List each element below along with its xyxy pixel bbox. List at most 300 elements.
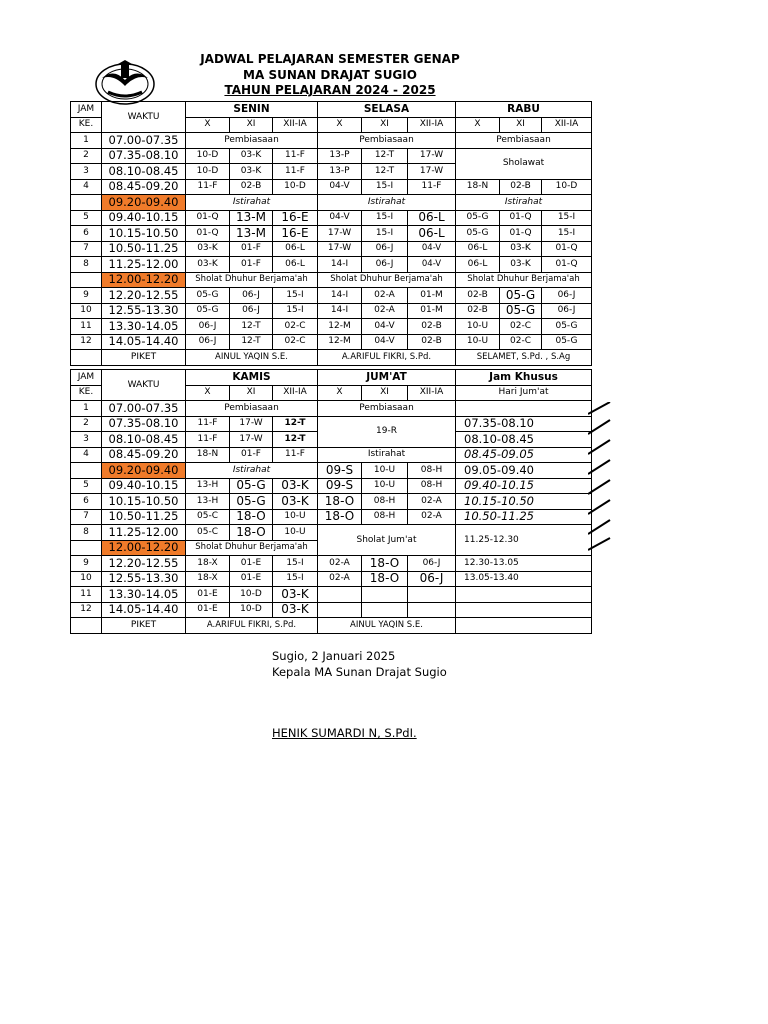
class-cell: 02-B	[408, 334, 456, 350]
class-cell: 11-F	[273, 447, 318, 463]
class-cell: 17-W	[230, 416, 273, 432]
time-slot: 07.00-07.35	[102, 133, 186, 149]
table-row	[71, 463, 592, 479]
istirahat-cell: Istirahat	[456, 195, 592, 211]
period-number: 6	[71, 494, 102, 510]
class-cell: 13-M	[230, 210, 273, 226]
class-cell: 06-L	[273, 257, 318, 273]
empty-cell	[318, 587, 362, 603]
table-row	[71, 133, 592, 149]
period-number: 3	[71, 432, 102, 448]
time-slot: 08.10-08.45	[102, 432, 186, 448]
class-cell: 16-E	[273, 226, 318, 242]
class-cell: 13-M	[230, 226, 273, 242]
class-cell: 15-I	[362, 226, 408, 242]
class-cell: 04-V	[318, 210, 362, 226]
class-cell: 01-Q	[186, 226, 230, 242]
class-cell: 10-U	[456, 319, 500, 335]
table-row	[71, 148, 592, 164]
sholawat-cell: Sholawat	[456, 148, 592, 179]
class-cell: 02-C	[273, 334, 318, 350]
time-slot: 11.25-12.00	[102, 525, 186, 541]
class-cell: 10-D	[186, 164, 230, 180]
empty-cell	[408, 587, 456, 603]
piket-row	[71, 618, 592, 634]
period-number: 4	[71, 179, 102, 195]
class-cell: 01-Q	[186, 210, 230, 226]
class-cell: 05-G	[186, 288, 230, 304]
period-number: 7	[71, 241, 102, 257]
table-row	[71, 195, 592, 211]
class-header: XII-IA	[408, 385, 456, 401]
period-number: 11	[71, 319, 102, 335]
class-cell: 17-W	[318, 241, 362, 257]
period-number: 10	[71, 303, 102, 319]
class-cell: 15-I	[273, 288, 318, 304]
time-slot-dhuhur: 12.00-12.20	[102, 272, 186, 288]
sholat-dhuhur-cell: Sholat Dhuhur Berjama'ah	[318, 272, 456, 288]
class-cell: 15-I	[542, 210, 592, 226]
period-number: 1	[71, 401, 102, 417]
class-cell: 06-J	[230, 303, 273, 319]
class-cell-19r: 19-R	[318, 416, 456, 447]
time-slot: 08.45-09.20	[102, 447, 186, 463]
class-cell: 10-D	[230, 587, 273, 603]
class-cell: 15-I	[273, 571, 318, 587]
class-cell: 01-F	[230, 447, 273, 463]
class-cell: 03-K	[186, 257, 230, 273]
time-slot-istirahat: 09.20-09.40	[102, 463, 186, 479]
class-cell: 10-U	[273, 509, 318, 525]
class-header: XI	[500, 117, 542, 133]
period-number: 8	[71, 257, 102, 273]
signatory-name: HENIK SUMARDI N, S.PdI.	[272, 726, 417, 740]
class-cell: 15-I	[362, 179, 408, 195]
pembiasaan-cell: Pembiasaan	[318, 401, 456, 417]
ke-header: KE.	[71, 117, 102, 133]
class-cell: 03-K	[500, 257, 542, 273]
sholat-dhuhur-cell: Sholat Dhuhur Berjama'ah	[186, 540, 318, 556]
piket-label: PIKET	[102, 618, 186, 634]
waktu-header: WAKTU	[102, 370, 186, 401]
table-row	[71, 288, 592, 304]
class-header: XI	[362, 117, 408, 133]
period-number: 2	[71, 416, 102, 432]
day-header-selasa: SELASA	[318, 102, 456, 118]
class-cell: 03-K	[230, 164, 273, 180]
jam-khusus-empty	[456, 602, 592, 618]
time-slot: 07.00-07.35	[102, 401, 186, 417]
footer-block	[272, 648, 447, 680]
class-cell: 02-A	[408, 509, 456, 525]
time-slot: 10.50-11.25	[102, 509, 186, 525]
class-cell: 02-B	[408, 319, 456, 335]
class-cell: 15-I	[542, 226, 592, 242]
class-cell: 17-W	[318, 226, 362, 242]
class-cell: 06-J	[542, 288, 592, 304]
period-number-empty	[71, 272, 102, 288]
class-cell: 09-S	[318, 478, 362, 494]
class-header: X	[186, 117, 230, 133]
jam-khusus-time: 12.30-13.05	[456, 556, 592, 572]
time-slot: 09.40-10.15	[102, 478, 186, 494]
time-slot: 12.20-12.55	[102, 556, 186, 572]
class-cell: 02-B	[500, 179, 542, 195]
ke-header: KE.	[71, 385, 102, 401]
empty-cell	[318, 602, 362, 618]
table-row	[71, 525, 592, 541]
piket-teacher: AINUL YAQIN S.E.	[186, 350, 318, 366]
table-row	[71, 401, 592, 417]
class-cell: 06-L	[273, 241, 318, 257]
time-slot: 08.45-09.20	[102, 179, 186, 195]
class-cell: 14-I	[318, 288, 362, 304]
time-slot: 13.30-14.05	[102, 319, 186, 335]
class-cell: 02-B	[456, 288, 500, 304]
table-row	[71, 602, 592, 618]
table-row	[71, 241, 592, 257]
class-cell: 01-Q	[500, 226, 542, 242]
class-cell: 01-E	[230, 556, 273, 572]
class-cell: 01-Q	[500, 210, 542, 226]
jam-khusus-time: 13.05-13.40	[456, 571, 592, 587]
sholat-dhuhur-cell: Sholat Dhuhur Berjama'ah	[186, 272, 318, 288]
jam-khusus-empty	[456, 587, 592, 603]
class-header: XI	[362, 385, 408, 401]
jam-khusus-time: 08.10-08.45	[456, 432, 592, 448]
time-slot: 09.40-10.15	[102, 210, 186, 226]
time-slot: 13.30-14.05	[102, 587, 186, 603]
period-number: 6	[71, 226, 102, 242]
class-cell: 06-L	[408, 210, 456, 226]
empty-cell	[408, 602, 456, 618]
class-cell: 13-H	[186, 494, 230, 510]
class-cell: 03-K	[500, 241, 542, 257]
class-cell: 18-O	[318, 509, 362, 525]
period-number: 9	[71, 288, 102, 304]
day-header-jumat: JUM'AT	[318, 370, 456, 386]
place-date: Sugio, 2 Januari 2025	[272, 649, 396, 663]
title-line-3: TAHUN PELAJARAN 2024 - 2025	[224, 83, 436, 97]
class-cell: 02-C	[500, 319, 542, 335]
class-cell: 05-C	[186, 509, 230, 525]
class-cell: 18-O	[362, 556, 408, 572]
piket-teacher: A.ARIFUL FIKRI, S.Pd.	[186, 618, 318, 634]
period-number-empty	[71, 350, 102, 366]
class-header: XI	[230, 385, 273, 401]
table-row	[71, 179, 592, 195]
time-slot: 07.35-08.10	[102, 416, 186, 432]
class-cell: 05-G	[186, 303, 230, 319]
class-cell: 15-I	[273, 303, 318, 319]
period-number: 11	[71, 587, 102, 603]
pembiasaan-cell: Pembiasaan	[456, 133, 592, 149]
table-row	[71, 334, 592, 350]
class-cell: 10-U	[273, 525, 318, 541]
class-cell: 02-A	[318, 571, 362, 587]
jam-header: JAM	[71, 102, 102, 118]
class-cell: 06-J	[362, 257, 408, 273]
period-number: 9	[71, 556, 102, 572]
class-cell: 11-F	[408, 179, 456, 195]
class-cell: 05-G	[230, 478, 273, 494]
jam-khusus-header: Jam Khusus	[456, 370, 592, 386]
class-cell: 05-G	[456, 210, 500, 226]
class-cell: 06-J	[362, 241, 408, 257]
class-cell: 04-V	[408, 257, 456, 273]
table-row	[71, 447, 592, 463]
class-cell: 06-J	[542, 303, 592, 319]
class-cell: 03-K	[273, 587, 318, 603]
class-cell: 01-E	[230, 571, 273, 587]
table-row	[71, 272, 592, 288]
table-row	[71, 319, 592, 335]
class-cell: 02-B	[230, 179, 273, 195]
class-cell: 18-O	[230, 525, 273, 541]
class-cell: 10-D	[230, 602, 273, 618]
class-cell: 18-N	[186, 447, 230, 463]
sholat-jumat-cell: Sholat Jum'at	[318, 525, 456, 556]
class-cell: 12-M	[318, 334, 362, 350]
class-cell: 13-P	[318, 164, 362, 180]
time-slot: 12.20-12.55	[102, 288, 186, 304]
class-cell: 12-T	[273, 432, 318, 448]
jam-khusus-time: 10.15-10.50	[456, 494, 592, 510]
period-number: 5	[71, 478, 102, 494]
class-cell: 03-K	[273, 478, 318, 494]
time-slot: 10.15-10.50	[102, 226, 186, 242]
title-line-1: JADWAL PELAJARAN SEMESTER GENAP	[200, 52, 460, 66]
time-slot: 12.55-13.30	[102, 571, 186, 587]
class-cell: 12-T	[362, 148, 408, 164]
jam-khusus-empty	[456, 401, 592, 417]
class-cell: 10-U	[362, 463, 408, 479]
class-cell: 17-W	[408, 164, 456, 180]
class-cell: 13-H	[186, 478, 230, 494]
class-cell: 03-K	[273, 602, 318, 618]
empty-cell	[362, 602, 408, 618]
class-cell: 10-D	[186, 148, 230, 164]
table-row	[71, 587, 592, 603]
class-header: X	[318, 385, 362, 401]
class-cell: 08-H	[408, 478, 456, 494]
class-cell: 01-E	[186, 587, 230, 603]
time-slot: 10.15-10.50	[102, 494, 186, 510]
jam-khusus-time: 09.05-09.40	[456, 463, 592, 479]
period-number-empty	[71, 195, 102, 211]
time-slot-dhuhur: 12.00-12.20	[102, 540, 186, 556]
waktu-header: WAKTU	[102, 102, 186, 133]
class-cell: 17-W	[230, 432, 273, 448]
class-cell: 12-T	[362, 164, 408, 180]
class-cell: 18-N	[456, 179, 500, 195]
piket-teacher: SELAMET, S.Pd. , S.Ag	[456, 350, 592, 366]
period-number: 2	[71, 148, 102, 164]
hari-jumat-header: Hari Jum'at	[456, 385, 592, 401]
class-cell: 02-C	[500, 334, 542, 350]
class-cell: 17-W	[408, 148, 456, 164]
class-cell: 04-V	[408, 241, 456, 257]
class-cell: 14-I	[318, 303, 362, 319]
piket-teacher: A.ARIFUL FIKRI, S.Pd.	[318, 350, 456, 366]
class-cell: 10-U	[362, 478, 408, 494]
pembiasaan-cell: Pembiasaan	[186, 133, 318, 149]
time-slot: 14.05-14.40	[102, 602, 186, 618]
jam-khusus-empty	[456, 618, 592, 634]
class-cell: 18-O	[318, 494, 362, 510]
class-cell: 11-F	[273, 164, 318, 180]
class-cell: 11-F	[186, 179, 230, 195]
class-cell: 01-M	[408, 288, 456, 304]
day-header-senin: SENIN	[186, 102, 318, 118]
istirahat-cell: Istirahat	[186, 195, 318, 211]
day-header-rabu: RABU	[456, 102, 592, 118]
istirahat-cell: Istirahat	[186, 463, 318, 479]
table-row	[71, 303, 592, 319]
jam-khusus-time: 09.40-10.15	[456, 478, 592, 494]
period-number: 10	[71, 571, 102, 587]
class-cell: 03-K	[230, 148, 273, 164]
school-crest-logo	[94, 60, 156, 106]
class-cell: 10-D	[273, 179, 318, 195]
table-row	[71, 478, 592, 494]
period-number: 12	[71, 334, 102, 350]
class-cell: 05-G	[500, 303, 542, 319]
time-slot: 12.55-13.30	[102, 303, 186, 319]
pembiasaan-cell: Pembiasaan	[186, 401, 318, 417]
piket-label: PIKET	[102, 350, 186, 366]
period-number: 3	[71, 164, 102, 180]
class-cell: 12-M	[318, 319, 362, 335]
class-cell: 02-B	[456, 303, 500, 319]
schedule-table-kamis-jumat	[70, 369, 592, 634]
period-number-empty	[71, 540, 102, 556]
class-cell: 08-H	[362, 509, 408, 525]
signatory-role: Kepala MA Sunan Drajat Sugio	[272, 665, 447, 679]
class-header: XI	[230, 117, 273, 133]
class-header: X	[318, 117, 362, 133]
table-row	[71, 571, 592, 587]
class-cell: 06-J	[408, 556, 456, 572]
time-slot-istirahat: 09.20-09.40	[102, 195, 186, 211]
period-number: 4	[71, 447, 102, 463]
class-cell: 11-F	[186, 432, 230, 448]
class-cell: 11-F	[186, 416, 230, 432]
class-header: XII-IA	[273, 385, 318, 401]
class-cell: 18-O	[362, 571, 408, 587]
class-cell: 05-C	[186, 525, 230, 541]
table-row	[71, 509, 592, 525]
class-cell: 05-G	[542, 334, 592, 350]
class-cell: 06-J	[186, 319, 230, 335]
class-cell: 01-M	[408, 303, 456, 319]
class-cell: 11-F	[273, 148, 318, 164]
hatch-marks-decoration	[588, 402, 612, 552]
period-number: 8	[71, 525, 102, 541]
table-row	[71, 416, 592, 432]
class-cell: 09-S	[318, 463, 362, 479]
class-cell: 01-Q	[542, 241, 592, 257]
day-header-kamis: KAMIS	[186, 370, 318, 386]
class-cell: 18-O	[230, 509, 273, 525]
class-cell: 06-J	[186, 334, 230, 350]
document-header	[170, 52, 490, 99]
class-cell: 08-H	[362, 494, 408, 510]
jam-khusus-time: 07.35-08.10	[456, 416, 592, 432]
piket-teacher: AINUL YAQIN S.E.	[318, 618, 456, 634]
table-row	[71, 210, 592, 226]
class-cell: 18-X	[186, 556, 230, 572]
piket-row	[71, 350, 592, 366]
class-cell: 12-T	[230, 319, 273, 335]
class-cell: 10-U	[456, 334, 500, 350]
jam-khusus-time: 08.45-09.05	[456, 447, 592, 463]
class-cell: 10-D	[542, 179, 592, 195]
class-header: X	[456, 117, 500, 133]
istirahat-cell: Istirahat	[318, 447, 456, 463]
title-line-2: MA SUNAN DRAJAT SUGIO	[243, 67, 417, 82]
jam-khusus-time: 11.25-12.30	[456, 525, 592, 556]
table-row	[71, 257, 592, 273]
class-cell: 02-A	[408, 494, 456, 510]
class-cell: 01-F	[230, 241, 273, 257]
class-cell: 05-G	[456, 226, 500, 242]
class-cell: 04-V	[362, 319, 408, 335]
class-cell: 04-V	[362, 334, 408, 350]
pembiasaan-cell: Pembiasaan	[318, 133, 456, 149]
class-cell: 02-A	[362, 288, 408, 304]
schedule-table-senin-rabu	[70, 101, 592, 366]
class-header: XII-IA	[408, 117, 456, 133]
class-cell: 01-F	[230, 257, 273, 273]
class-cell: 03-K	[186, 241, 230, 257]
time-slot: 07.35-08.10	[102, 148, 186, 164]
class-header: X	[186, 385, 230, 401]
time-slot: 08.10-08.45	[102, 164, 186, 180]
class-cell: 08-H	[408, 463, 456, 479]
period-number-empty	[71, 463, 102, 479]
class-cell: 06-L	[408, 226, 456, 242]
class-cell: 15-I	[362, 210, 408, 226]
time-slot: 14.05-14.40	[102, 334, 186, 350]
period-number: 7	[71, 509, 102, 525]
class-cell: 05-G	[542, 319, 592, 335]
class-cell: 06-J	[230, 288, 273, 304]
class-cell: 01-Q	[542, 257, 592, 273]
class-cell: 02-C	[273, 319, 318, 335]
period-number: 5	[71, 210, 102, 226]
class-cell: 12-T	[273, 416, 318, 432]
class-cell: 15-I	[273, 556, 318, 572]
jam-khusus-time: 10.50-11.25	[456, 509, 592, 525]
sholat-dhuhur-cell: Sholat Dhuhur Berjama'ah	[456, 272, 592, 288]
class-cell: 06-L	[456, 241, 500, 257]
table-row	[71, 494, 592, 510]
period-number: 1	[71, 133, 102, 149]
table-row	[71, 226, 592, 242]
jam-header: JAM	[71, 370, 102, 386]
class-cell: 06-J	[408, 571, 456, 587]
time-slot: 11.25-12.00	[102, 257, 186, 273]
class-cell: 05-G	[230, 494, 273, 510]
class-cell: 13-P	[318, 148, 362, 164]
time-slot: 10.50-11.25	[102, 241, 186, 257]
class-cell: 12-T	[230, 334, 273, 350]
class-cell: 02-A	[318, 556, 362, 572]
empty-cell	[362, 587, 408, 603]
class-cell: 03-K	[273, 494, 318, 510]
table-row	[71, 556, 592, 572]
